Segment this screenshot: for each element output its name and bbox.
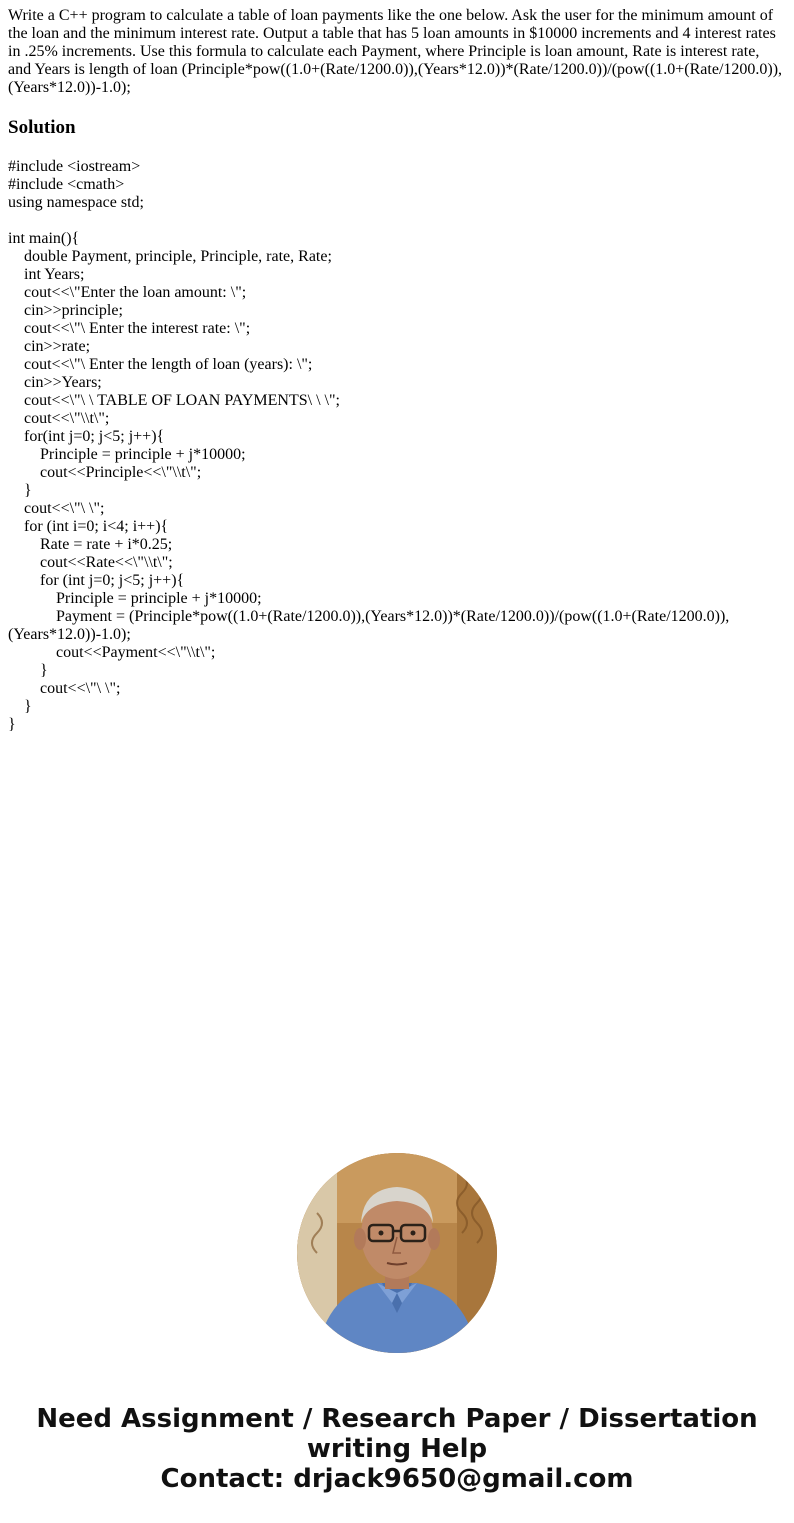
code-line: cin>>principle; (8, 302, 123, 319)
code-line: cout<<\"\ Enter the interest rate: \"; (8, 320, 251, 337)
code-line: cout<<\"\ \"; (8, 500, 105, 517)
author-photo (297, 1153, 497, 1353)
code-line: } (8, 662, 48, 679)
solution-heading: Solution (8, 117, 76, 138)
question-text: Write a C++ program to calculate a table of loan payments like the one below. Ask the user for the minimum amount of the loan and the minimum interest rate. Output a table that has 5 loan amounts in $10000 increments and 4 interest rates in .25% increments. Use this formula to calculate each Payment, where Principle is loan amount, Rate is interest rate, and Years is length of loan (Principle*pow((1.0+(Rate/1200.0)),(Years*12.0))*(Rate/1200.0))/(pow((1.0+(Rate/1200.0)),(Years*12.0))-1.0); (8, 7, 783, 96)
code-line: Payment = (Principle*pow((1.0+(Rate/1200.0)),(Years*12.0))*(Rate/1200.0))/(pow((1.0+(Rate/1200.0)),(Years*12.0))-1.0); (8, 608, 730, 643)
footer-line-3: Contact: drjack9650@gmail.com (160, 1464, 634, 1494)
code-line: #include <cmath> (8, 176, 125, 193)
code-line: #include <iostream> (8, 158, 141, 175)
code-line: double Payment, principle, Principle, rate, Rate; (8, 248, 332, 265)
code-line: for (int i=0; i<4; i++){ (8, 518, 169, 535)
code-line: cin>>rate; (8, 338, 91, 355)
code-line: for(int j=0; j<5; j++){ (8, 428, 165, 445)
code-line: Principle = principle + j*10000; (8, 446, 246, 463)
code-line: } (8, 716, 16, 733)
code-line: cin>>Years; (8, 374, 102, 391)
code-line: cout<<Payment<<\"\\t\"; (8, 644, 216, 661)
code-line: } (8, 698, 32, 715)
code-line: cout<<\"\\t\"; (8, 410, 110, 427)
code-line: Rate = rate + i*0.25; (8, 536, 173, 553)
code-line: int Years; (8, 266, 85, 283)
footer-line-2: writing Help (306, 1434, 488, 1464)
code-line: } (8, 482, 32, 499)
code-line (8, 212, 786, 230)
portrait-image (297, 1153, 497, 1353)
code-block (8, 158, 786, 734)
code-line: Principle = principle + j*10000; (8, 590, 262, 607)
code-line: cout<<Principle<<\"\\t\"; (8, 464, 202, 481)
code-line: cout<<\"\ \ TABLE OF LOAN PAYMENTS\ \ \"; (8, 392, 340, 409)
document-body (8, 7, 786, 734)
code-line: cout<<\"\ \"; (8, 680, 121, 697)
code-line: int main(){ (8, 230, 80, 247)
code-line: for (int j=0; j<5; j++){ (8, 572, 185, 589)
code-line: using namespace std; (8, 194, 144, 211)
footer-advert (0, 1404, 794, 1494)
code-line: cout<<\"\ Enter the length of loan (years): \"; (8, 356, 313, 373)
footer-line-1: Need Assignment / Research Paper / Dissertation (36, 1404, 758, 1434)
code-line: cout<<Rate<<\"\\t\"; (8, 554, 173, 571)
code-line: cout<<\"Enter the loan amount: \"; (8, 284, 247, 301)
